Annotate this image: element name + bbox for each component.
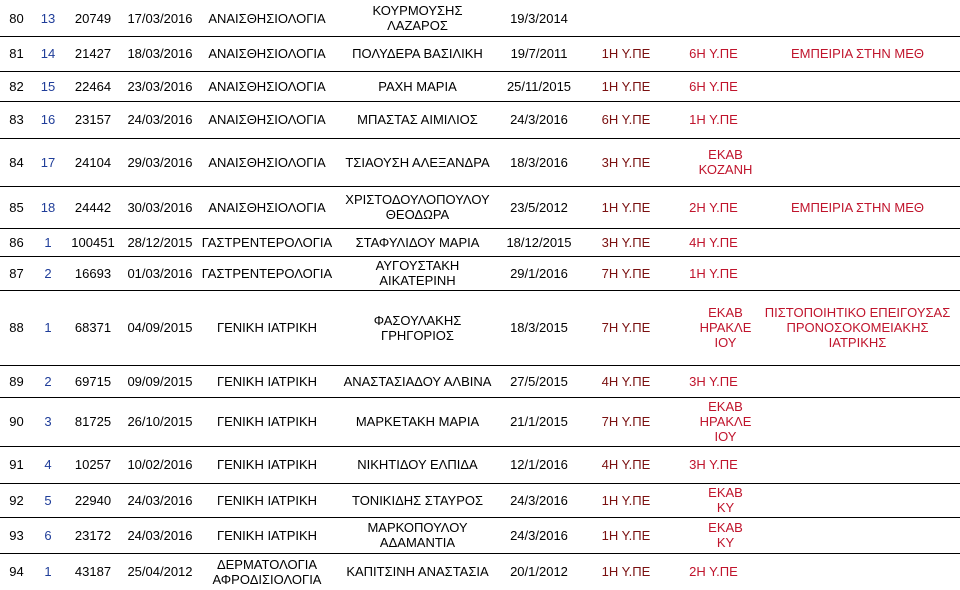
- specialty: ΓΕΝΙΚΗ ΙΑΤΡΙΚΗ: [216, 492, 318, 508]
- index: 2: [44, 373, 52, 389]
- index: 1: [44, 320, 52, 335]
- index: 14: [40, 46, 56, 61]
- full-name: ΜΠΑΣΤΑΣ ΑΙΜΙΛΙΟΣ: [357, 112, 478, 127]
- note: [755, 71, 960, 101]
- degree-date: 19/3/2014: [510, 10, 568, 26]
- full-name: ΤΟΝΙΚΙΔΗΣ ΣΤΑΥΡΟΣ: [351, 492, 484, 508]
- ranking-1: 1Η Υ.ΠΕ: [601, 527, 651, 543]
- row-number: 94: [9, 564, 24, 579]
- degree-date: 12/1/2016: [510, 457, 568, 472]
- note: [755, 365, 960, 397]
- index: 5: [44, 492, 52, 508]
- protocol-number: 22464: [74, 78, 112, 94]
- protocol-number: 23172: [74, 527, 112, 543]
- specialty: ΓΕΝΙΚΗ ΙΑΤΡΙΚΗ: [216, 320, 318, 335]
- note: ΠΙΣΤΟΠΟΙΗΤΙΚΟ ΕΠΕΙΓΟΥΣΑΣ ΠΡΟΝΟΣΟΚΟΜΕΙΑΚΗΣ ΙΑΤΡΙΚΗΣ: [764, 305, 951, 350]
- specialty: ΑΝΑΙΣΘΗΣΙΟΛΟΓΙΑ: [208, 112, 326, 127]
- row-number: 89: [9, 373, 24, 389]
- row-divider: [0, 397, 960, 398]
- specialty: ΑΝΑΙΣΘΗΣΙΟΛΟΓΙΑ: [208, 78, 326, 94]
- application-date: 04/09/2015: [127, 320, 193, 335]
- ranking-1: 6Η Υ.ΠΕ: [601, 112, 651, 127]
- application-date: 25/04/2012: [127, 564, 193, 579]
- index: 18: [40, 199, 56, 215]
- institution: ΕΚΑΒ ΗΡΑΚΛΕ ΙΟΥ: [699, 305, 752, 350]
- row-divider: [0, 101, 960, 102]
- ranking-2: 3Η Υ.ΠΕ: [689, 373, 738, 389]
- index: 15: [40, 78, 56, 94]
- protocol-number: 24442: [74, 199, 112, 215]
- ranking-2: 6Η Υ.ΠΕ: [689, 46, 738, 61]
- degree-date: 21/1/2015: [510, 414, 568, 429]
- degree-date: 18/3/2016: [510, 154, 568, 170]
- row-number: 91: [9, 457, 24, 472]
- note: [755, 553, 960, 590]
- protocol-number: 81725: [74, 414, 112, 429]
- row-number: 87: [9, 265, 24, 281]
- row-divider: [0, 138, 960, 139]
- degree-date: 20/1/2012: [510, 564, 568, 579]
- ranking-2: 4Η Υ.ΠΕ: [689, 234, 738, 250]
- degree-date: 24/3/2016: [510, 527, 568, 543]
- index: 1: [44, 564, 52, 579]
- application-date: 30/03/2016: [127, 199, 193, 215]
- specialty: ΔΕΡΜΑΤΟΛΟΓΙΑ ΑΦΡΟΔΙΣΙΟΛΟΓΙΑ: [212, 556, 322, 587]
- institution: ΕΚΑΒ ΚΥ: [708, 520, 743, 550]
- ranking-2: [672, 0, 755, 36]
- note: [755, 397, 960, 446]
- application-date: 01/03/2016: [127, 265, 193, 281]
- note: [755, 138, 960, 186]
- row-divider: [0, 553, 960, 554]
- row-divider: [0, 186, 960, 187]
- ranking-1: 4Η Υ.ΠΕ: [601, 457, 651, 472]
- degree-date: 18/3/2015: [510, 320, 568, 335]
- specialty: ΑΝΑΙΣΘΗΣΙΟΛΟΓΙΑ: [208, 10, 326, 26]
- full-name: ΜΑΡΚΕΤΑΚΗ ΜΑΡΙΑ: [355, 414, 480, 429]
- index: 13: [40, 10, 56, 26]
- application-date: 26/10/2015: [127, 414, 193, 429]
- ranking-2: 2Η Υ.ΠΕ: [689, 564, 738, 579]
- ranking-1: 3Η Υ.ΠΕ: [601, 154, 651, 170]
- specialty: ΓΕΝΙΚΗ ΙΑΤΡΙΚΗ: [216, 527, 318, 543]
- note: [755, 446, 960, 483]
- institution: ΕΚΑΒ ΚΥ: [708, 485, 743, 515]
- protocol-number: 68371: [74, 320, 112, 335]
- row-divider: [0, 290, 960, 291]
- protocol-number: 23157: [74, 112, 112, 127]
- protocol-number: 69715: [74, 373, 112, 389]
- protocol-number: 10257: [74, 457, 112, 472]
- row-number: 85: [9, 199, 24, 215]
- index: 16: [40, 112, 56, 127]
- degree-date: 23/5/2012: [510, 199, 568, 215]
- note: ΕΜΠΕΙΡΙΑ ΣΤΗΝ ΜΕΘ: [791, 199, 924, 215]
- full-name: ΚΑΠΙΤΣΙΝΗ ΑΝΑΣΤΑΣΙΑ: [346, 564, 489, 579]
- application-date: 24/03/2016: [127, 527, 193, 543]
- row-number: 84: [9, 154, 24, 170]
- row-number: 88: [9, 320, 24, 335]
- institution: ΕΚΑΒ ΚΟΖΑΝΗ: [698, 147, 753, 177]
- note: ΕΜΠΕΙΡΙΑ ΣΤΗΝ ΜΕΘ: [791, 46, 924, 61]
- application-date: 29/03/2016: [127, 154, 193, 170]
- ranking-1: 7Η Υ.ΠΕ: [601, 320, 651, 335]
- degree-date: 18/12/2015: [506, 234, 572, 250]
- row-divider: [0, 36, 960, 37]
- index: 6: [44, 527, 52, 543]
- note: [755, 483, 960, 517]
- application-date: 10/02/2016: [127, 457, 193, 472]
- ranking-2: 1Η Υ.ΠΕ: [689, 265, 738, 281]
- row-number: 83: [9, 112, 24, 127]
- ranking-1: 1Η Υ.ΠΕ: [601, 199, 651, 215]
- full-name: ΧΡΙΣΤΟΔΟΥΛΟΠΟΥΛΟΥ ΘΕΟΔΩΡΑ: [345, 192, 490, 222]
- row-divider: [0, 483, 960, 484]
- note: [755, 517, 960, 553]
- row-number: 82: [9, 78, 24, 94]
- protocol-number: 22940: [74, 492, 112, 508]
- index: 4: [44, 457, 52, 472]
- specialty: ΑΝΑΙΣΘΗΣΙΟΛΟΓΙΑ: [208, 46, 326, 61]
- full-name: ΑΝΑΣΤΑΣΙΑΔΟΥ ΑΛΒΙΝΑ: [343, 373, 492, 389]
- note: [755, 101, 960, 138]
- full-name: ΠΟΛΥΔΕΡΑ ΒΑΣΙΛΙΚΗ: [352, 46, 483, 61]
- note: [755, 256, 960, 290]
- full-name: ΑΥΓΟΥΣΤΑΚΗ ΑΙΚΑΤΕΡΙΝΗ: [375, 258, 460, 288]
- note: [755, 228, 960, 256]
- row-number: 81: [9, 46, 24, 61]
- application-date: 09/09/2015: [127, 373, 193, 389]
- ranking-1: [580, 0, 672, 36]
- protocol-number: 16693: [74, 265, 112, 281]
- row-number: 93: [9, 527, 24, 543]
- degree-date: 24/3/2016: [510, 112, 568, 127]
- full-name: ΦΑΣΟΥΛΑΚΗΣ ΓΡΗΓΟΡΙΟΣ: [373, 312, 462, 343]
- degree-date: 25/11/2015: [506, 78, 572, 94]
- row-divider: [0, 446, 960, 447]
- row-number: 92: [9, 492, 24, 508]
- specialty: ΑΝΑΙΣΘΗΣΙΟΛΟΓΙΑ: [208, 199, 326, 215]
- index: 3: [44, 414, 52, 429]
- ranking-1: 3Η Υ.ΠΕ: [601, 234, 651, 250]
- application-date: 24/03/2016: [127, 112, 193, 127]
- row-number: 90: [9, 414, 24, 429]
- row-divider: [0, 365, 960, 366]
- protocol-number: 100451: [71, 234, 115, 250]
- institution: ΕΚΑΒ ΗΡΑΚΛΕ ΙΟΥ: [699, 399, 752, 444]
- protocol-number: 21427: [74, 46, 112, 61]
- protocol-number: 20749: [74, 10, 112, 26]
- ranking-1: 7Η Υ.ΠΕ: [601, 265, 651, 281]
- row-divider: [0, 256, 960, 257]
- full-name: ΜΑΡΚΟΠΟΥΛΟΥ ΑΔΑΜΑΝΤΙΑ: [367, 520, 468, 550]
- ranking-2: 1Η Υ.ΠΕ: [689, 112, 738, 127]
- degree-date: 29/1/2016: [510, 265, 568, 281]
- specialty: ΓΕΝΙΚΗ ΙΑΤΡΙΚΗ: [216, 414, 318, 429]
- ranking-1: 1Η Υ.ΠΕ: [601, 492, 651, 508]
- application-date: 23/03/2016: [127, 78, 193, 94]
- row-divider: [0, 228, 960, 229]
- degree-date: 19/7/2011: [510, 46, 568, 61]
- full-name: ΣΤΑΦΥΛΙΔΟΥ ΜΑΡΙΑ: [355, 234, 480, 250]
- application-date: 17/03/2016: [127, 10, 193, 26]
- row-number: 80: [9, 10, 24, 26]
- row-divider: [0, 71, 960, 72]
- specialty: ΑΝΑΙΣΘΗΣΙΟΛΟΓΙΑ: [208, 154, 326, 170]
- degree-date: 24/3/2016: [510, 492, 568, 508]
- full-name: ΚΟΥΡΜΟΥΣΗΣ ΛΑΖΑΡΟΣ: [372, 3, 463, 33]
- specialty: ΓΑΣΤΡΕΝΤΕΡΟΛΟΓΙΑ: [201, 265, 333, 281]
- row-divider: [0, 517, 960, 518]
- protocol-number: 43187: [74, 564, 112, 579]
- ranking-1: 1Η Υ.ΠΕ: [601, 46, 651, 61]
- ranking-1: 4Η Υ.ΠΕ: [601, 373, 651, 389]
- index: 1: [44, 234, 52, 250]
- application-date: 18/03/2016: [127, 46, 193, 61]
- full-name: ΝΙΚΗΤΙΔΟΥ ΕΛΠΙΔΑ: [357, 457, 478, 472]
- degree-date: 27/5/2015: [510, 373, 568, 389]
- ranking-1: 1Η Υ.ΠΕ: [601, 564, 651, 579]
- note: [755, 0, 960, 36]
- specialty: ΓΕΝΙΚΗ ΙΑΤΡΙΚΗ: [216, 457, 318, 472]
- full-name: ΡΑΧΗ ΜΑΡΙΑ: [378, 78, 457, 94]
- ranking-1: 7Η Υ.ΠΕ: [601, 414, 651, 429]
- application-date: 24/03/2016: [127, 492, 193, 508]
- row-number: 86: [9, 234, 24, 250]
- ranking-2: 6Η Υ.ΠΕ: [689, 78, 738, 94]
- index: 2: [44, 265, 52, 281]
- application-date: 28/12/2015: [127, 234, 193, 250]
- specialty: ΓΕΝΙΚΗ ΙΑΤΡΙΚΗ: [216, 373, 318, 389]
- specialty: ΓΑΣΤΡΕΝΤΕΡΟΛΟΓΙΑ: [201, 234, 333, 250]
- ranking-2: 3Η Υ.ΠΕ: [689, 457, 738, 472]
- index: 17: [40, 154, 56, 170]
- protocol-number: 24104: [74, 154, 112, 170]
- full-name: ΤΣΙΑΟΥΣΗ ΑΛΕΞΑΝΔΡΑ: [345, 154, 490, 170]
- ranking-1: 1Η Υ.ΠΕ: [601, 78, 651, 94]
- ranking-2: 2Η Υ.ΠΕ: [689, 199, 738, 215]
